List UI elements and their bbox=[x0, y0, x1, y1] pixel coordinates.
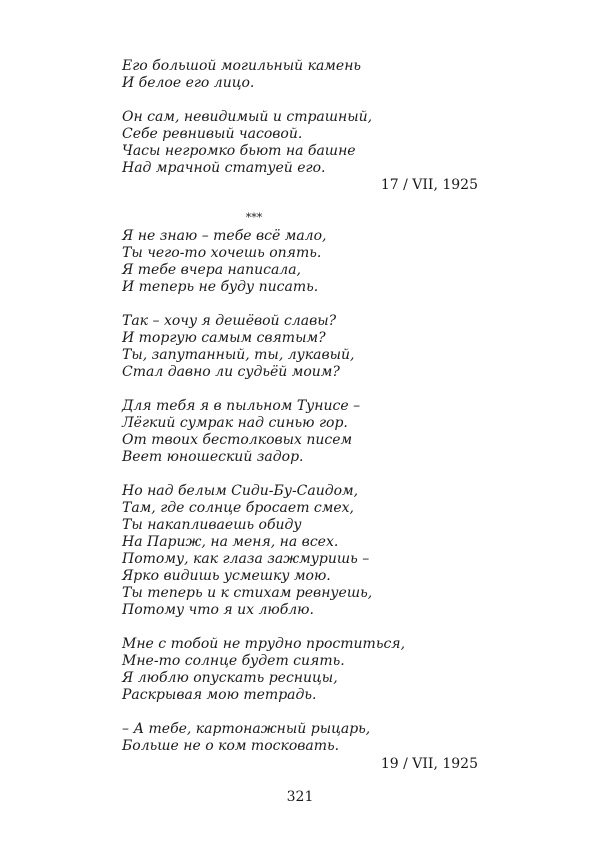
poem2-stanza-2 bbox=[122, 313, 482, 381]
verse-line: Там, где солнце бросает смех, bbox=[122, 500, 354, 516]
verse-line: Мне с тобой не трудно проститься, bbox=[122, 636, 406, 652]
verse-line: Лёгкий сумрак над синью гор. bbox=[122, 415, 348, 431]
verse-line: Ярко видишь усмешку мою. bbox=[122, 568, 331, 584]
verse-line: Часы негромко бьют на башне bbox=[122, 143, 356, 159]
poem-separator: *** bbox=[245, 211, 263, 224]
poem1-stanza-1 bbox=[122, 58, 482, 92]
verse-line: Я люблю опускать ресницы, bbox=[122, 670, 338, 686]
verse-line: И торгую самым святым? bbox=[122, 330, 326, 346]
verse-line: Он сам, невидимый и страшный, bbox=[122, 109, 373, 125]
poem2-stanza-3 bbox=[122, 398, 482, 466]
verse-line: Стал давно ли судьёй моим? bbox=[122, 364, 340, 380]
verse-line: Раскрывая мою тетрадь. bbox=[122, 687, 317, 703]
page-number: 321 bbox=[286, 789, 314, 805]
poem1-date: 17 / VII, 1925 bbox=[380, 177, 478, 193]
verse-line: На Париж, на меня, на всех. bbox=[122, 534, 339, 550]
verse-line: – А тебе, картонажный рыцарь, bbox=[122, 721, 371, 737]
poem2-stanza-1 bbox=[122, 228, 482, 296]
verse-line: Ты накапливаешь обиду bbox=[122, 517, 302, 533]
verse-line: Мне-то солнце будет сиять. bbox=[122, 653, 345, 669]
verse-line: Потому, как глаза зажмуришь – bbox=[122, 551, 370, 567]
verse-line: И белое его лицо. bbox=[122, 75, 255, 91]
verse-line: Себе ревнивый часовой. bbox=[122, 126, 303, 142]
poem2-stanza-4 bbox=[122, 483, 482, 619]
verse-line: Над мрачной статуей его. bbox=[122, 160, 326, 176]
verse-line: Больше не о ком тосковать. bbox=[122, 738, 340, 754]
verse-line: Его большой могильный камень bbox=[122, 58, 362, 74]
poem2-date: 19 / VII, 1925 bbox=[380, 756, 478, 772]
verse-line: Ты, запутанный, ты, лукавый, bbox=[122, 347, 355, 363]
verse-line: И теперь не буду писать. bbox=[122, 279, 319, 295]
poem1-stanza-2 bbox=[122, 109, 482, 177]
verse-line: Веет юношеский задор. bbox=[122, 449, 304, 465]
verse-line: Я не знаю – тебе всё мало, bbox=[122, 228, 327, 244]
poem2-stanza-6 bbox=[122, 721, 482, 755]
poem2-stanza-5 bbox=[122, 636, 482, 704]
verse-line: Но над белым Сиди-Бу-Саидом, bbox=[122, 483, 359, 499]
verse-line: Для тебя я в пыльном Тунисе – bbox=[122, 398, 361, 414]
verse-line: Ты теперь и к стихам ревнуешь, bbox=[122, 585, 373, 601]
verse-line: От твоих бестолковых писем bbox=[122, 432, 353, 448]
verse-line: Ты чего-то хочешь опять. bbox=[122, 245, 322, 261]
verse-line: Я тебе вчера написала, bbox=[122, 262, 301, 278]
verse-line: Потому что я их люблю. bbox=[122, 602, 314, 618]
verse-line: Так – хочу я дешёвой славы? bbox=[122, 313, 337, 329]
